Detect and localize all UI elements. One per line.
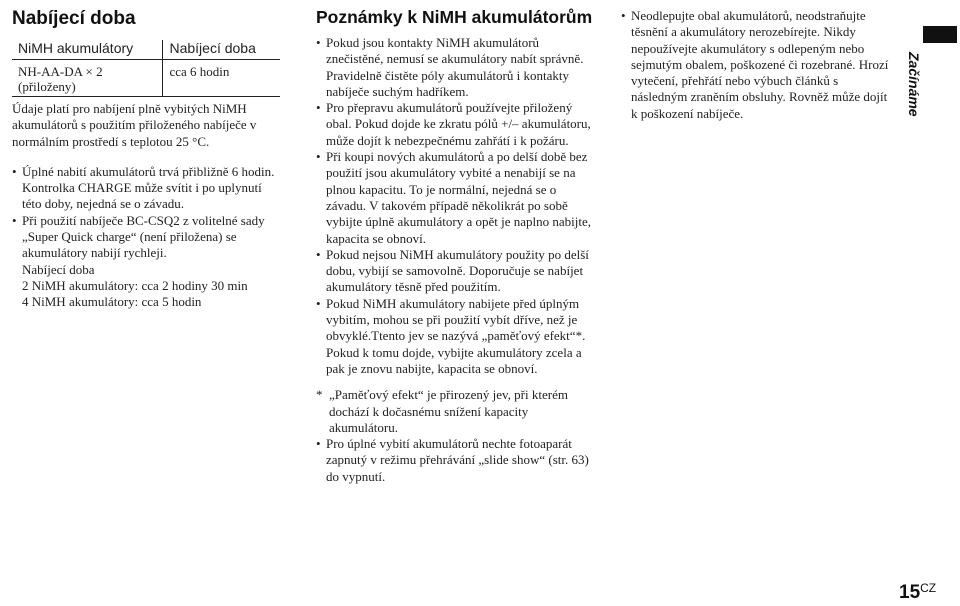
footnote-mark: * (316, 387, 323, 403)
footnote (316, 387, 598, 436)
section-tab-marker (923, 26, 957, 43)
battery-included: (přiloženy) (18, 79, 76, 94)
table-cell-battery (12, 60, 163, 97)
middle-column (316, 0, 598, 485)
page-language: CZ (920, 581, 937, 595)
extra-line: 2 NiMH akumulátory: cca 2 hodiny 30 min (22, 277, 248, 293)
list-item: • Pro přepravu akumulátorů používejte přiložený obal. Pokud dojde ke zkratu pólů +/– akumulátoru, může dojít k nebezpečnému zahřátí i k požáru. (316, 100, 598, 149)
right-column (621, 8, 891, 122)
extra-line: Nabíjecí doba (22, 261, 95, 277)
list-item: • Úplné nabití akumulátorů trvá přibližně 6 hodin. Kontrolka CHARGE může svítit i po uplynutí této doby, nejedná se o závadu. (12, 164, 284, 213)
section-title-nimh-notes: Poznámky k NiMH akumulátorům (316, 7, 593, 27)
warnings-list (621, 8, 891, 122)
charging-notes-list (12, 164, 284, 262)
list-item: • Neodlepujte obal akumulátorů, neodstraňujte těsnění a akumulátory nerozebírejte. Nikdy nepoužívejte akumulátory s odlepeným nebo sejmutým obalem, poškozené či rozebrané. Hrozí vytečení, přehřátí nebo výbuch článků s následným zraněním obsluhy. Rovněž může dojít k poškození nabíječe. (621, 8, 891, 122)
nimh-notes-list (316, 35, 598, 377)
battery-model: NH-AA-DA × 2 (18, 64, 103, 79)
section-label-text: Začínáme (906, 52, 922, 117)
list-item: • Při koupi nových akumulátorů a po delší době bez použití jsou akumulátory vybité a nenabijí se na plnou kapacitu. To je normální, nejedná se o závadu. V takovém případě několikrát po sobě vybijte úplně akumulátory a opět je naplno nabijte, kapacita se obnoví. (316, 149, 598, 247)
table-header-row (12, 40, 280, 60)
table-header-batteries: NiMH akumulátory (12, 40, 163, 60)
list-item: • Pro úplné vybití akumulátorů nechte fotoaparát zapnutý v režimu přehrávání „slide show“ (str. 63) do vypnutí. (316, 436, 598, 485)
page-number-value: 15 (899, 582, 921, 603)
list-item: • Při použití nabíječe BC-CSQ2 z volitelné sady „Super Quick charge“ (není přiložena) se akumulátory nabijí rychleji. (12, 213, 284, 262)
footnote-text: „Paměťový efekt“ je přirozený jev, při kterém dochází k dočasnému snížení kapacity akumulátoru. (329, 387, 568, 435)
charging-time-table (12, 40, 280, 97)
quick-charge-times (12, 262, 284, 311)
table-row (12, 60, 280, 97)
extra-line: 4 NiMH akumulátory: cca 5 hodin (22, 294, 202, 310)
intro-text: Údaje platí pro nabíjení plně vybitých NiMH akumulátorů s použitím přiloženého nabíječe v normálním prostředí s teplotou 25 °C. (12, 101, 257, 149)
list-item: • Pokud NiMH akumulátory nabijete před úplným vybitím, mohou se při použití vybít dříve, než je obvyklé.Ttento jev se nazývá „paměťový efekt“*. Pokud k tomu dojde, vybijte akumulátory zcela a pak je znovu nabijte, kapacita se obnoví. (316, 296, 598, 377)
left-column (12, 0, 284, 311)
footnote-list (316, 436, 598, 485)
table-header-charge-time: Nabíjecí doba (163, 40, 280, 60)
list-item: • Pokud nejsou NiMH akumulátory použity po delší dobu, vybijí se samovolně. Doporučuje se nabíjet akumulátory těsně před použitím. (316, 247, 598, 296)
table-cell-time: cca 6 hodin (163, 60, 280, 97)
section-side-label (906, 52, 946, 132)
page-number (899, 582, 936, 604)
list-item: • Pokud jsou kontakty NiMH akumulátorů znečistěné, nemusí se akumulátory nabít správně. Pravidelně čistěte póly akumulátorů i kontakty nabíječe suchým hadříkem. (316, 35, 598, 100)
section-title-charging-time: Nabíjecí doba (12, 8, 136, 29)
